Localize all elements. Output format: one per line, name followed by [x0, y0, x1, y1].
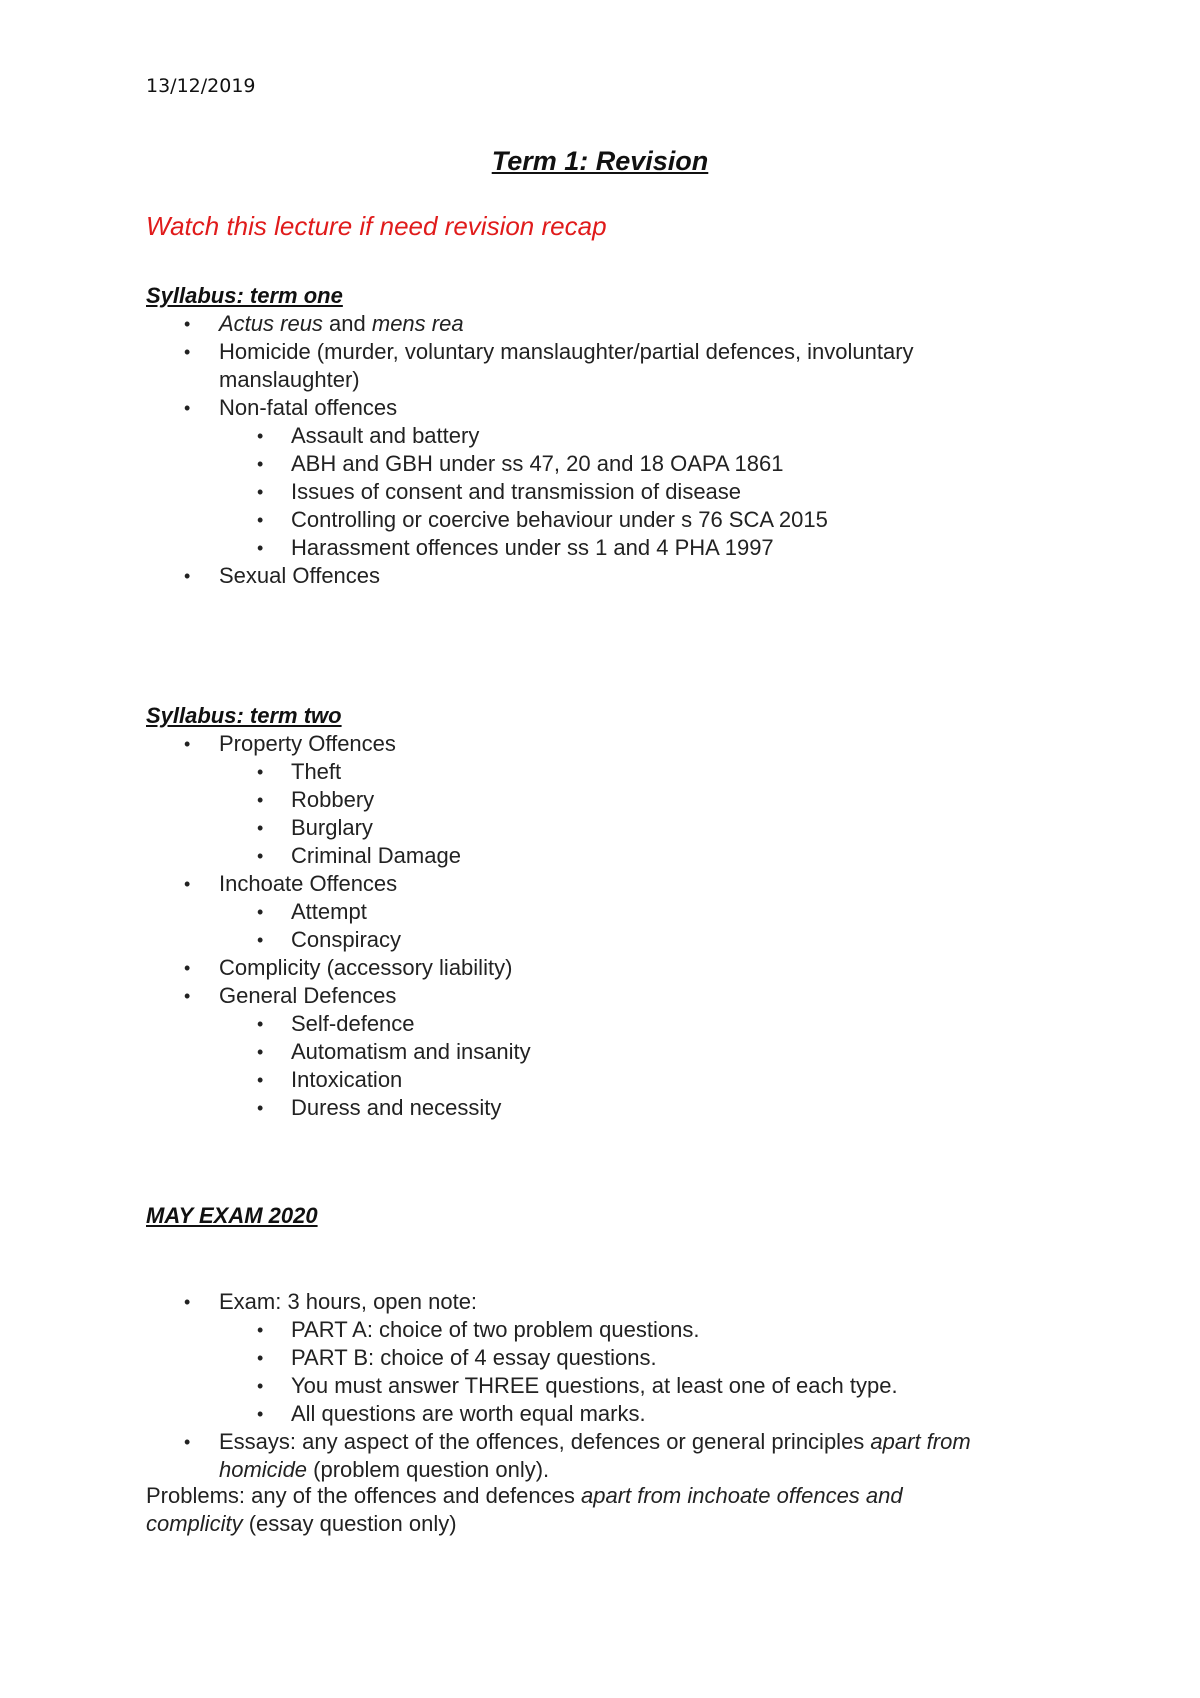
sub-list-item [0, 478, 1200, 506]
bullet-icon: • [257, 846, 264, 866]
list-item-text: Sexual Offences [219, 563, 381, 588]
bullet-icon: • [257, 1348, 264, 1368]
bullet-icon: • [257, 1014, 264, 1034]
list-item-text: Robbery [291, 787, 375, 812]
bullet-icon: • [257, 818, 264, 838]
paragraph-text: Problems: any of the offences and defences [146, 1483, 581, 1508]
term-two-list [0, 730, 1200, 1122]
list-item-text: You must answer THREE questions, at least one of each type. [291, 1373, 898, 1398]
bullet-icon: • [257, 930, 264, 950]
list-item-text: Self-defence [291, 1011, 415, 1036]
bullet-icon: • [257, 1042, 264, 1062]
bullet-icon: • [257, 1098, 264, 1118]
list-item-text: Controlling or coercive behaviour under s 76 SCA 2015 [291, 507, 828, 532]
sub-list-item [0, 814, 1200, 842]
bullet-icon: • [184, 342, 191, 362]
exam-list [0, 1288, 1200, 1484]
bullet-icon: • [184, 1292, 191, 1312]
list-item [0, 954, 1200, 982]
list-item-text: Theft [291, 759, 342, 784]
exam-heading: MAY EXAM 2020 [146, 1203, 318, 1228]
revision-note: Watch this lecture if need revision recap [146, 211, 607, 241]
list-item-text: Criminal Damage [291, 843, 461, 868]
list-item-text: (problem question only). [307, 1457, 550, 1482]
problems-paragraph [146, 1482, 1066, 1538]
list-item-text: Burglary [291, 815, 373, 840]
sub-list-item [0, 1010, 1200, 1038]
sub-list-item [0, 534, 1200, 562]
sub-list-item [0, 506, 1200, 534]
page-title [0, 146, 1200, 177]
bullet-icon: • [184, 734, 191, 754]
list-item-text: Intoxication [291, 1067, 403, 1092]
list-item-text: manslaughter) [219, 367, 360, 392]
list-item-text: Attempt [291, 899, 367, 924]
title-text: Term 1: Revision [491, 146, 709, 176]
bullet-icon: • [184, 398, 191, 418]
list-item-text: PART B: choice of 4 essay questions. [291, 1345, 657, 1370]
document-date: 13/12/2019 [146, 75, 256, 97]
sub-list-item [0, 1372, 1200, 1400]
list-item-text: Non-fatal offences [219, 395, 398, 420]
list-item-text: Actus reus [219, 311, 323, 336]
list-item-text: Automatism and insanity [291, 1039, 531, 1064]
bullet-icon: • [257, 454, 264, 474]
sub-list-item [0, 450, 1200, 478]
sub-list-item [0, 786, 1200, 814]
bullet-icon: • [257, 426, 264, 446]
bullet-icon: • [257, 1376, 264, 1396]
list-item-text: Exam: 3 hours, open note: [219, 1289, 478, 1314]
list-item-text: Essays: any aspect of the offences, defences or general principles [219, 1429, 871, 1454]
sub-list-item [0, 422, 1200, 450]
bullet-icon: • [184, 958, 191, 978]
list-item [0, 982, 1200, 1010]
bullet-icon: • [257, 538, 264, 558]
list-item [0, 562, 1200, 590]
bullet-icon: • [257, 790, 264, 810]
list-item-text: Assault and battery [291, 423, 480, 448]
sub-list-item [0, 1066, 1200, 1094]
term-one-list [0, 310, 1200, 590]
sub-list-item [0, 898, 1200, 926]
paragraph-text: complicity [146, 1511, 243, 1536]
list-item [0, 1288, 1200, 1316]
paragraph-text: apart from inchoate offences and [580, 1483, 903, 1508]
bullet-icon: • [184, 314, 191, 334]
list-item-text: Duress and necessity [291, 1095, 502, 1120]
bullet-icon: • [257, 1320, 264, 1340]
paragraph-text: (essay question only) [242, 1511, 457, 1536]
syllabus-term-two-heading: Syllabus: term two [146, 703, 342, 728]
sub-list-item [0, 842, 1200, 870]
list-item [0, 338, 1200, 394]
list-item-text: PART A: choice of two problem questions. [291, 1317, 700, 1342]
list-item-text: Conspiracy [291, 927, 402, 952]
bullet-icon: • [257, 1404, 264, 1424]
list-item-text: General Defences [219, 983, 397, 1008]
list-item [0, 394, 1200, 422]
syllabus-term-one-heading: Syllabus: term one [146, 283, 343, 308]
list-item-text: Property Offences [219, 731, 396, 756]
list-item-text: apart from [870, 1429, 971, 1454]
bullet-icon: • [184, 986, 191, 1006]
bullet-icon: • [257, 1070, 264, 1090]
list-item-text: homicide [219, 1457, 308, 1482]
bullet-icon: • [184, 1432, 191, 1452]
sub-list-item [0, 926, 1200, 954]
list-item-text: Issues of consent and transmission of disease [291, 479, 742, 504]
list-item-text: ABH and GBH under ss 47, 20 and 18 OAPA 1861 [291, 451, 784, 476]
sub-list-item [0, 1316, 1200, 1344]
sub-list-item [0, 1344, 1200, 1372]
list-item-text: mens rea [371, 311, 464, 336]
bullet-icon: • [257, 482, 264, 502]
list-item-text: Homicide (murder, voluntary manslaughter/partial defences, involuntary [219, 339, 914, 364]
bullet-icon: • [257, 510, 264, 530]
list-item-text: Harassment offences under ss 1 and 4 PHA 1997 [291, 535, 774, 560]
sub-list-item [0, 1094, 1200, 1122]
list-item [0, 730, 1200, 758]
list-item [0, 310, 1200, 338]
bullet-icon: • [257, 762, 264, 782]
sub-list-item [0, 1038, 1200, 1066]
list-item-text: and [322, 311, 372, 336]
bullet-icon: • [184, 566, 191, 586]
list-item-text: Complicity (accessory liability) [219, 955, 513, 980]
list-item-text: Inchoate Offences [219, 871, 398, 896]
sub-list-item [0, 1400, 1200, 1428]
bullet-icon: • [257, 902, 264, 922]
bullet-icon: • [184, 874, 191, 894]
list-item [0, 1428, 1200, 1484]
list-item-text: All questions are worth equal marks. [291, 1401, 646, 1426]
list-item [0, 870, 1200, 898]
sub-list-item [0, 758, 1200, 786]
